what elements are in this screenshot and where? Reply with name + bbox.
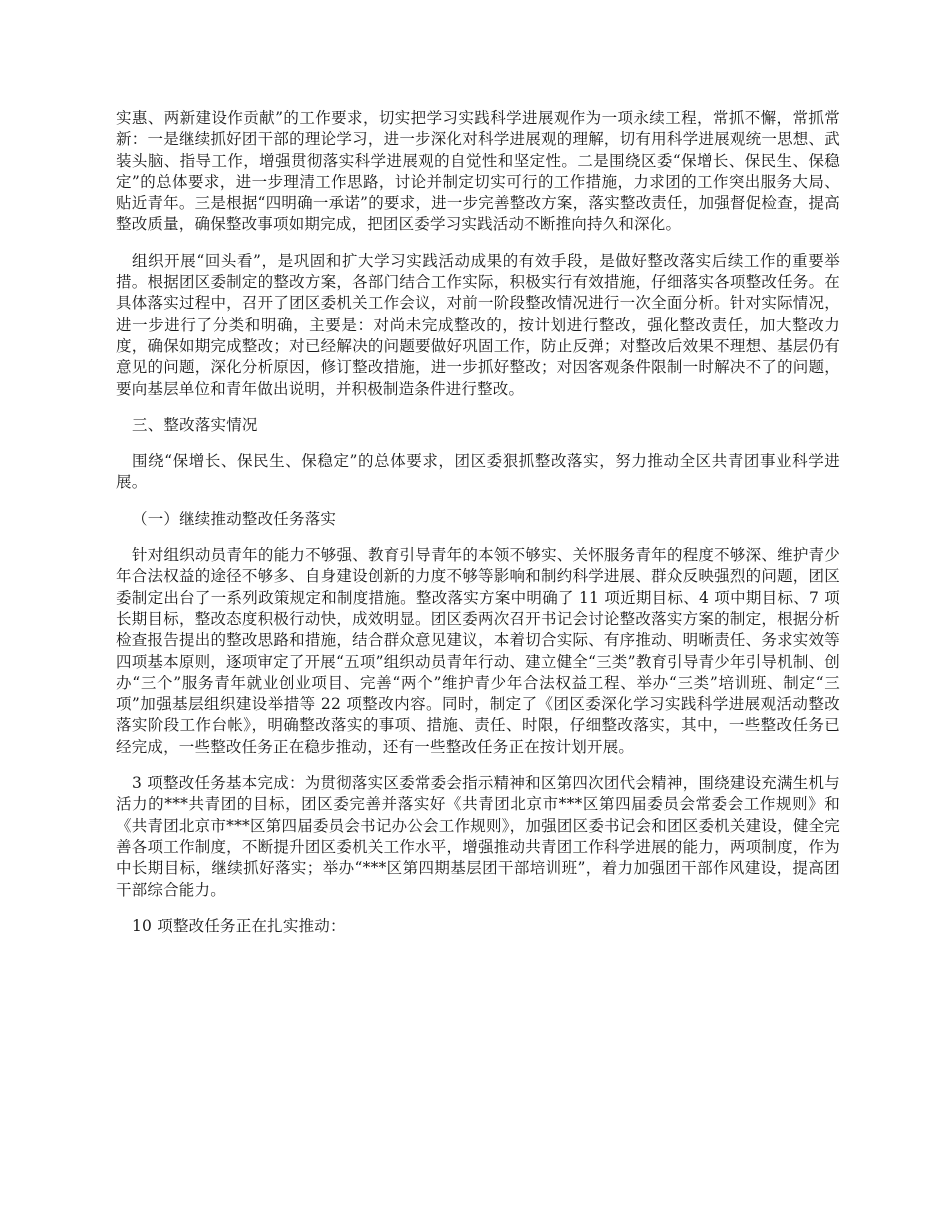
paragraph-overall-requirements: 围绕“保增长、保民生、保稳定”的总体要求，团区委狠抓整改落实，努力推动全区共青团事业科学进展。	[116, 452, 840, 492]
paragraph-look-back: 组织开展“回头看”，是巩固和扩大学习实践活动成果的有效手段，是做好整改落实后续工作的重要举措。根据团区委制定的整改方案，各部门结合工作实际，积极实行有效措施，仔细落实各项整改任务。在具体落实过程中，召开了团区委机关工作会议，对前一阶段整改情况进行一次全面分析。针对实际情况，进一步进行了分类和明确，主要是：对尚未完成整改的，按计划进行整改，强化整改责任，加大整改力度，确保如期完成整改；对已经解决的问题要做好巩固工作，防止反弹；对整改后效果不理想、基层仍有意见的问题，深化分析原因，修订整改措施，进一步抓好整改；对因客观条件限制一时解决不了的问题，要向基层单位和青年做出说明，并积极制造条件进行整改。	[116, 251, 840, 398]
section-heading-rectification-status: 三、整改落实情况	[132, 415, 258, 434]
paragraph-work-requirements: 实惠、两新建设作贡献”的工作要求，切实把学习实践科学进展观作为一项永续工程，常抓不懈，常抓常新：一是继续抓好团干部的理论学习，进一步深化对科学进展观的理解，切有用科学进展观统一思想、武装头脑、指导工作，增强贯彻落实科学进展观的自觉性和坚定性。二是围绕区委“保增长、保民生、保稳定”的总体要求，进一步理清工作思路，讨论并制定切实可行的工作措施，力求团的工作突出服务大局、贴近青年。三是根据“四明确一承诺”的要求，进一步完善整改方案，落实整改责任，加强督促检查，提高整改质量，确保整改事项如期完成，把团区委学习实践活动不断推向持久和深化。	[116, 109, 840, 234]
paragraph-ten-tasks-in-progress: 10 项整改任务正在扎实推动：	[132, 916, 346, 935]
subsection-heading-continue-tasks: （一）继续推动整改任务落实	[132, 509, 337, 528]
paragraph-rectification-plan: 针对组织动员青年的能力不够强、教育引导青年的本领不够实、关怀服务青年的程度不够深、维护青少年合法权益的途径不够多、自身建设创新的力度不够等影响和制约科学进展、群众反映强烈的问题，团区委制定出台了一系列政策规定和制度措施。整改落实方案中明确了 11 项近期目标、4 项中期目标、7 项长期目标，整改态度积极行动快，成效明显。团区委两次召开书记会讨论整改落实方案的制定，根据分析检查报告提出的整改思路和措施，结合群众意见建议，本着切合实际、有序推动、明晰责任、务求实效等四项基本原则，逐项审定了开展“五项”组织动员青年行动、建立健全“三类”教育引导青少年引导机制、创办“三个”服务青年就业创业项目、完善“两个”维护青少年合法权益工程、举办“三类”培训班、制定“三项”加强基层组织建设举措等 22 项整改内容。同时，制定了《团区委深化学习实践科学进展观活动整改落实阶段工作台帐》，明确整改落实的事项、措施、责任、时限，仔细整改落实，其中，一些整改任务已经完成，一些整改任务正在稳步推动，还有一些整改任务正在按计划开展。	[116, 546, 840, 756]
document-body	[116, 108, 840, 952]
paragraph-three-tasks-completed: 3 项整改任务基本完成：为贯彻落实区委常委会指示精神和区第四次团代会精神，围绕建设充满生机与活力的***共青团的目标，团区委完善并落实好《共青团北京市***区第四届委员会常委会工作规则》和《共青团北京市***区第四届委员会书记办公会工作规则》，加强团区委书记会和团区委机关建设，健全完善各项工作制度，不断提升团区委机关工作水平，增强推动共青团工作科学进展的能力，两项制度，作为中长期目标，继续抓好落实；举办“***区第四期基层团干部培训班”，着力加强团干部作风建设，提高团干部综合能力。	[116, 774, 840, 899]
